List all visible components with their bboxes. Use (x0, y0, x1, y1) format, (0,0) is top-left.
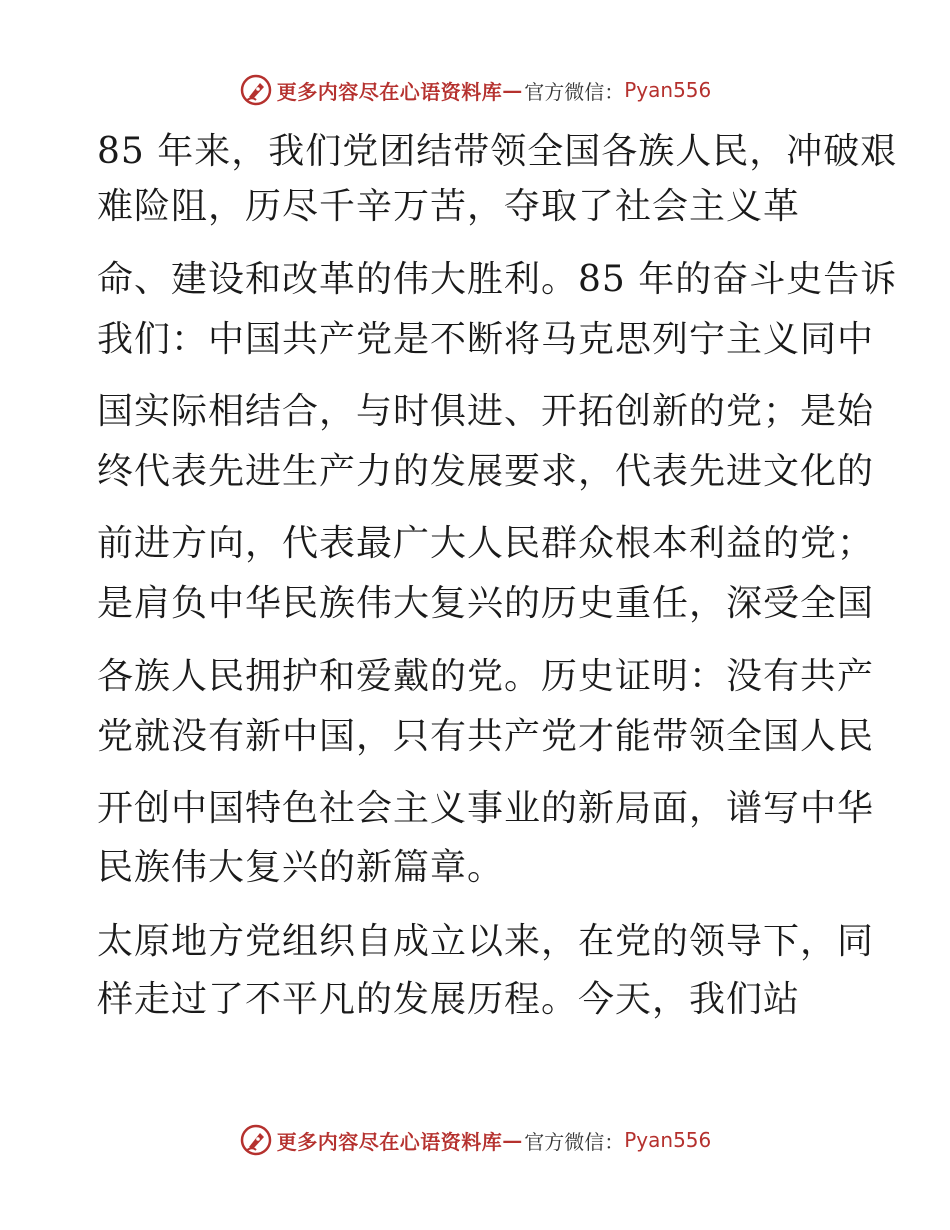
body-line: 样走过了不平凡的发展历程。今天，我们站 (97, 979, 801, 1020)
body-line: 前进方向，代表最广大人民群众根本利益的党； (97, 523, 875, 564)
wechat-label: 官方微信： (524, 1129, 625, 1154)
body-line: 终代表先进生产力的发展要求，代表先进文化的 (97, 451, 875, 492)
wechat-label: 官方微信： (524, 79, 625, 104)
wechat-id: Pyan556 (624, 1128, 712, 1152)
footer-banner (0, 1120, 950, 1160)
banner-separator: — (502, 78, 523, 102)
body-line: 各族人民拥护和爱戴的党。历史证明：没有共产 (97, 656, 875, 697)
banner-separator: — (502, 1128, 523, 1152)
site-name: 更多内容尽在心语资料库 (276, 1129, 503, 1154)
body-line: 是肩负中华民族伟大复兴的历史重任，深受全国 (97, 583, 875, 624)
header-banner (0, 70, 950, 110)
pen-nib-logo-icon (239, 73, 273, 107)
body-line: 国实际相结合，与时俱进、开拓创新的党；是始 (97, 391, 875, 432)
body-line: 难险阻，历尽千辛万苦，夺取了社会主义革 (97, 186, 801, 227)
wechat-id: Pyan556 (624, 78, 712, 102)
site-name: 更多内容尽在心语资料库 (276, 79, 503, 104)
body-line: 命、建设和改革的伟大胜利。85 年的奋斗史告诉 (97, 259, 898, 300)
body-line: 我们：中国共产党是不断将马克思列宁主义同中 (97, 319, 875, 360)
body-line: 党就没有新中国，只有共产党才能带领全国人民 (97, 716, 875, 757)
body-line: 太原地方党组织自成立以来，在党的领导下，同 (97, 921, 875, 962)
body-line: 民族伟大复兴的新篇章。 (97, 847, 505, 888)
body-line: 85 年来，我们党团结带领全国各族人民，冲破艰 (97, 131, 898, 172)
pen-nib-logo-icon (239, 1123, 273, 1157)
body-line: 开创中国特色社会主义事业的新局面，谱写中华 (97, 788, 875, 829)
